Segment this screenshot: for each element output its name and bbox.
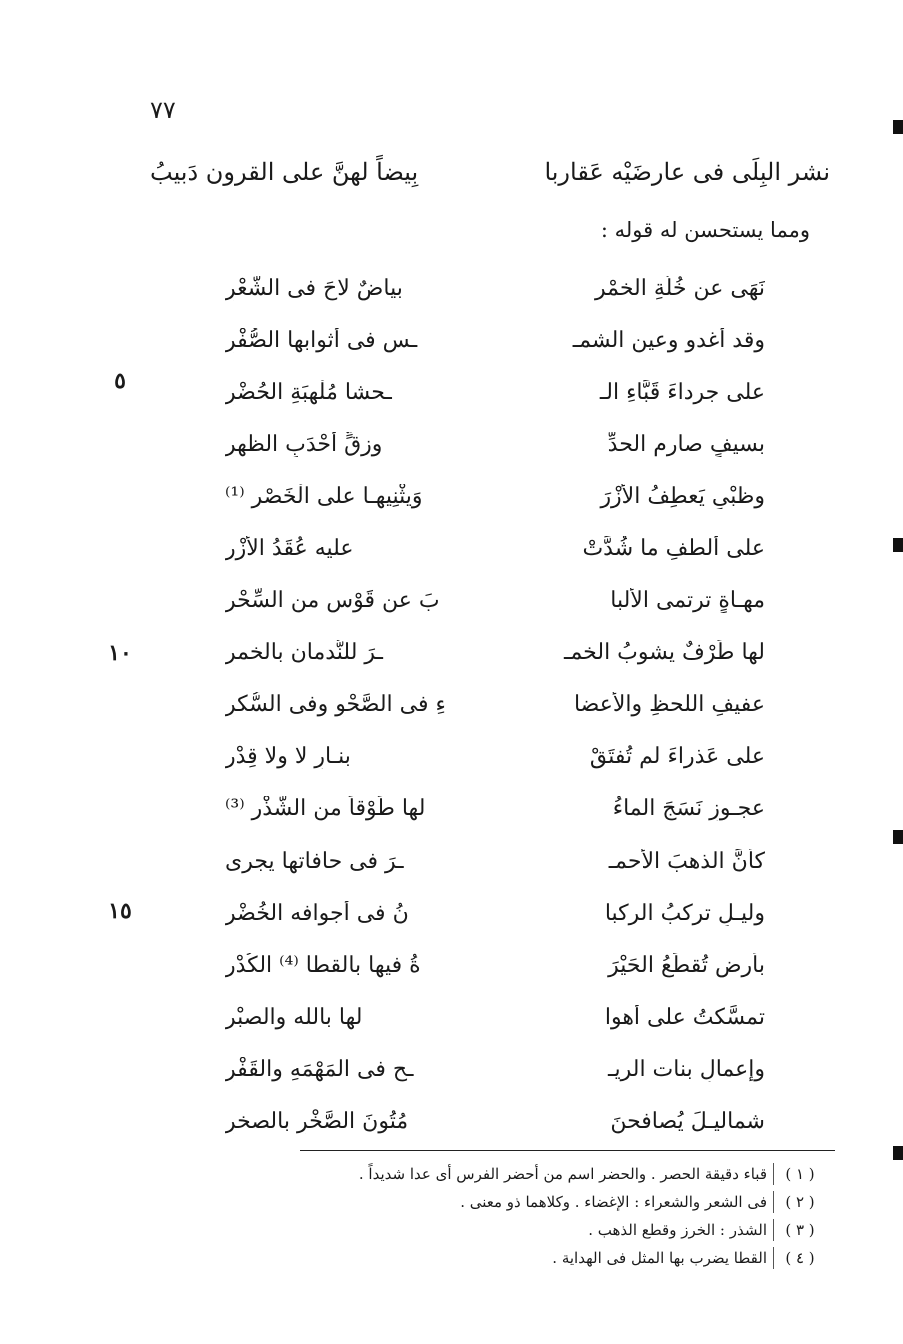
- footnote-text: فى الشعر والشعراء : الإغضاء . وكلاهما ذو معنى .: [460, 1193, 767, 1211]
- footnote-divider: [300, 1150, 835, 1151]
- hemistich-second: ـحِ فى المَهْمَهِ والقَفْرِ: [225, 1056, 414, 1082]
- hemistich-second: ءِ فى الصَّحْوِ وفى السُّكرِ: [225, 692, 446, 718]
- footnote-number: ( ١ ): [785, 1165, 815, 1183]
- hemistich-second: وَيثْنِيهـا على الْخَصْرِ ⁽¹⁾: [225, 483, 423, 509]
- verse: [225, 418, 765, 470]
- hemistich-first: على عَذراءَ لم تُفتَقْ: [589, 744, 765, 770]
- hemistich-first: مهـاةٍ ترتمى الألبا: [610, 588, 765, 614]
- hemistich-first: وليـلٍ تركبُ الركبا: [604, 900, 765, 926]
- verse: [225, 731, 765, 783]
- hemistich-first: عجـوزٍ نَسَجَ الماءُ: [612, 796, 765, 822]
- footnote-text: القطا يضرب بها المثل فى الهداية .: [552, 1249, 767, 1267]
- hemistich-second: نُ فى أجوافه الخُضْرِ: [225, 900, 409, 926]
- scan-edge-mark: [893, 1146, 903, 1160]
- hemistich-second: بياضٌ لاحَ فى الشَّعْرِ: [225, 275, 403, 301]
- hemistich-first: كأنَّ الذهبَ الأحمـ: [608, 848, 765, 874]
- scan-edge-mark: [893, 538, 903, 552]
- verse: [225, 887, 765, 939]
- hemistich-first: لها طَرْفٌ يشوبُ الخمـ: [564, 640, 765, 666]
- hemistich-second: ـرَ فى حافاتها يجرى: [225, 848, 404, 874]
- hemistich-first: بسيفٍ صارمِ الحدِّ: [607, 431, 765, 457]
- verse: [225, 939, 765, 991]
- hemistich-second: عليه عُقَدُ الأُزْرِ: [225, 536, 354, 562]
- poem-intro: ومما يستحسن له قوله :: [600, 218, 810, 242]
- hemistich-first: شماليـلَ يُصافحنَ: [610, 1109, 765, 1135]
- hemistich-second: ةُ فيها بالقطا ⁽⁴⁾ الكُدْرِ: [225, 952, 421, 978]
- line-number: ٥: [114, 368, 126, 394]
- footnote-separator: [773, 1163, 774, 1185]
- verse: [225, 470, 765, 522]
- scan-edge-mark: [893, 830, 903, 844]
- hemistich-second: وزقٍّ أحْدَبِ الظهرِ: [225, 431, 383, 457]
- hemistich-first: وظبْىٍ يَعطِفُ الأُزْرَ: [600, 483, 765, 509]
- scan-edge-mark: [893, 120, 903, 134]
- hemistich-first: عفيفِ اللحظِ والأعضا: [573, 692, 765, 718]
- hemistich-second: لها بالله والصبْرِ: [225, 1004, 363, 1030]
- verse: [225, 679, 765, 731]
- hemistich-second: بِيضاً لهنَّ على القرون دَبيبُ: [150, 158, 419, 186]
- verse: [225, 262, 765, 314]
- hemistich-first: على جرداءَ قَبَّاءِ الـ: [599, 379, 765, 405]
- footnote-number: ( ٣ ): [785, 1221, 815, 1239]
- line-number: ١٥: [108, 898, 132, 924]
- opening-verse: [150, 150, 830, 194]
- verse: [225, 1096, 765, 1148]
- page-number: ٧٧: [150, 96, 176, 124]
- footnote: [300, 1244, 820, 1272]
- hemistich-first: وإعمالِ بنات الريـ: [608, 1056, 765, 1082]
- footnote: [300, 1216, 820, 1244]
- verse: [225, 522, 765, 574]
- hemistich-first: على ألطفِ ما شُدَّتْ: [582, 536, 765, 562]
- hemistich-second: لها طَوْقاً من الشَّذْرِ ⁽³⁾: [225, 796, 426, 822]
- hemistich-second: مُتُونَ الصَّخْرِ بالصخرِ: [225, 1109, 409, 1135]
- footnote-separator: [773, 1219, 774, 1241]
- footnote-separator: [773, 1247, 774, 1269]
- hemistich-second: بنـارٍ لا ولا قِدْرِ: [225, 744, 351, 770]
- hemistich-first: بأرضٍ تُقطَعُ الحَيْرَ: [608, 952, 765, 978]
- hemistich-first: وقد أغدو وعين الشمـ: [572, 327, 765, 353]
- verse: [225, 783, 765, 835]
- verse: [225, 575, 765, 627]
- hemistich-second: ـس فى أثوابها الصُّفْرِ: [225, 327, 418, 353]
- footnote-number: ( ٤ ): [785, 1249, 815, 1267]
- verse: [225, 835, 765, 887]
- hemistich-second: بَ عن قَوْسٍ من السِّحْرِ: [225, 588, 440, 614]
- footnote-text: الشذر : الخرز وقطع الذهب .: [588, 1221, 767, 1239]
- verse: [225, 1043, 765, 1095]
- footnote: [300, 1188, 820, 1216]
- hemistich-first: تمسَّكتُ على أهوا: [604, 1004, 765, 1030]
- hemistich-second: ـحشا مُلْهِبَةِ الحُضْرِ: [225, 379, 392, 405]
- verse: [225, 991, 765, 1043]
- verse: [225, 627, 765, 679]
- poem: [225, 262, 765, 1148]
- hemistich-first: نشر البِلَى فى عارضَيْه عَقاربا: [544, 158, 830, 186]
- footnote: [300, 1160, 820, 1188]
- footnotes: [300, 1160, 820, 1272]
- footnote-separator: [773, 1191, 774, 1213]
- footnote-text: قباء دقيقة الحصر . والحضر اسم من أحضر الفرس أى عدا شديداً .: [358, 1165, 767, 1183]
- line-number: ١٠: [108, 640, 132, 666]
- hemistich-second: ـرَ للنُّدمان بالخمرِ: [225, 640, 383, 666]
- verse: [225, 314, 765, 366]
- verse: [225, 366, 765, 418]
- footnote-number: ( ٢ ): [785, 1193, 815, 1211]
- hemistich-first: نَهَى عن خُلَّةِ الخمْرِ: [594, 275, 765, 301]
